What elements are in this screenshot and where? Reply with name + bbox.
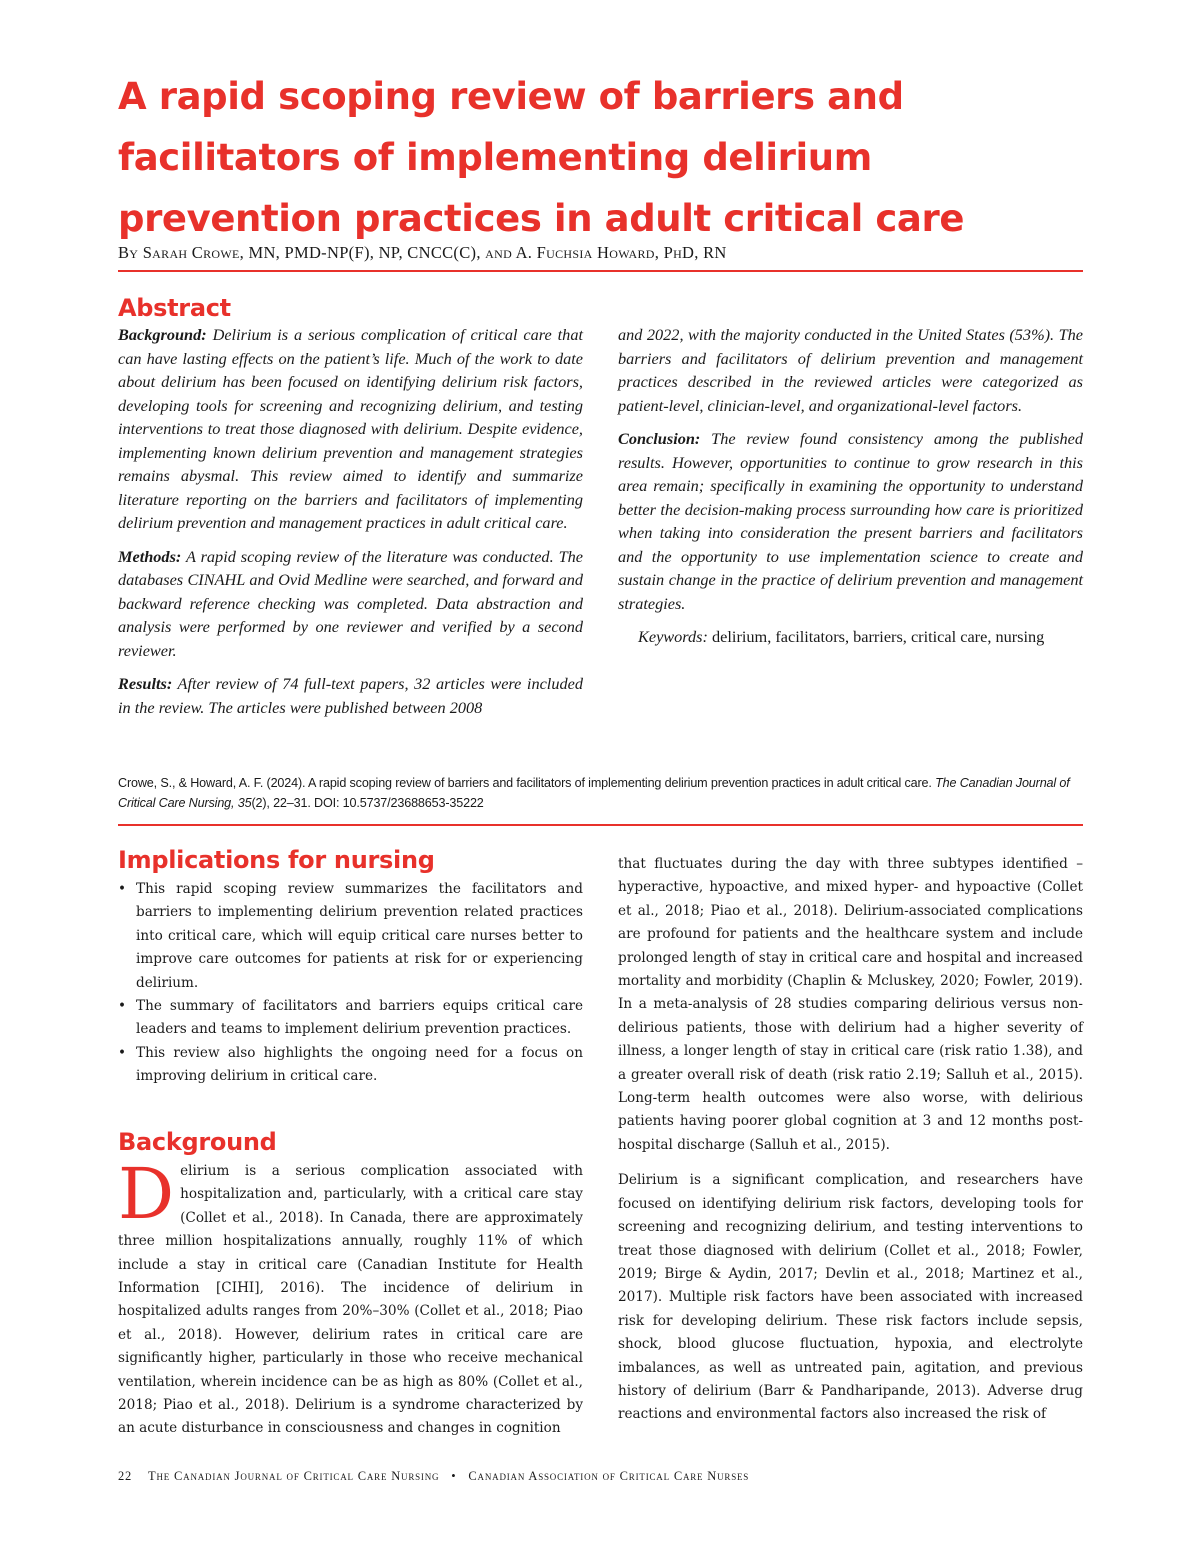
list-item xyxy=(118,995,583,1042)
implication-text: This review also highlights the ongoing need for a focus on improving delirium in critical care. xyxy=(136,1044,583,1085)
bullet-icon: • xyxy=(118,998,127,1015)
footer-association: Canadian Association of Critical Care Nurses xyxy=(468,1469,750,1483)
page-number: 22 xyxy=(118,1469,133,1483)
footer-separator: • xyxy=(451,1469,457,1483)
bullet-icon: • xyxy=(118,881,127,897)
keywords-label: Keywords: xyxy=(638,627,708,646)
page-footer xyxy=(118,1469,1083,1484)
background-paragraph-1-continued: that fluctuates during the day with three subtypes identified – hyperactive, hypoactive, and mixed hyper- and hypoactive (Collet et al., 2018; Piao et al., 2018). Delirium-associated complications are profound for patients and the healthcare system and include prolonged length of stay in critical care and hospital and increased mortality and morbidity (Chaplin & Mcluskey, 2020; Fowler, 2019). In a meta-analysis of 28 studies comparing delirious versus non-delirious patients, those with delirium had a higher severity of illness, a longer length of stay in critical care (risk ratio 1.38), and a greater overall risk of death (risk ratio 2.19; Salluh et al., 2015). Long-term health outcomes were also worse, with delirious patients having poorer global cognition at 3 and 12 months post-hospital discharge (Salluh et al., 2015). xyxy=(618,856,1083,1153)
citation-journal: The Canadian Journal of Critical Care Nursing, 35 xyxy=(118,776,1070,810)
implication-text: This rapid scoping review summarizes the facilitators and barriers to implementing delirium prevention related practices into critical care, which will equip critical care nurses better to improve care outcomes for patients at risk for or experiencing delirium. xyxy=(136,881,583,991)
abstract-background-label: Background: xyxy=(118,325,207,344)
background-right-column xyxy=(618,853,1083,1439)
abstract-conclusion-label: Conclusion: xyxy=(618,429,701,448)
header-divider xyxy=(118,270,1083,272)
article-title: A rapid scoping review of barriers and facilitators of implementing delirium prevention practices in adult critical care xyxy=(118,75,965,240)
citation-divider xyxy=(118,824,1083,826)
drop-cap: D xyxy=(118,1153,175,1235)
abstract-methods-text: A rapid scoping review of the literature was conducted. The databases CINAHL and Ovid Medline were searched, and forward and backward reference checking was completed. Data abstraction and analysis were performed by one reviewer and verified by a second reviewer. xyxy=(118,546,583,660)
list-item xyxy=(118,878,583,995)
abstract-results-continued: and 2022, with the majority conducted in the United States (53%). The barriers and facilitators of delirium prevention and management practices described in the reviewed articles were categorized as patient-level, clinician-level, and organizational-level factors. xyxy=(618,325,1083,415)
citation xyxy=(118,773,1080,813)
abstract-conclusion-text: The review found consistency among the published results. However, opportunities to continue to grow research in this area remain; specifically in examining the opportunity to understand better the decision-making process surrounding how care is prioritized when taking into consideration the present barriers and facilitators and the opportunity to use implementation science to create and sustain change in the practice of delirium prevention and management strategies. xyxy=(618,429,1083,613)
implication-text: The summary of facilitators and barriers equips critical care leaders and teams to implement delirium prevention practices. xyxy=(136,998,583,1038)
citation-issue: (2), 22–31. DOI: 10.5737/23688653-35222 xyxy=(251,796,484,810)
abstract-heading: Abstract xyxy=(118,294,231,322)
abstract-keywords xyxy=(618,625,1083,649)
background-paragraph-1: elirium is a serious complication associated with hospitalization and, particularly, with a critical care stay (Collet et al., 2018). In Canada, there are approximately three million hospitalizations annually, roughly 11% of which include a stay in critical care (Canadian Institute for Health Information [CIHI], 2016). The incidence of delirium in hospitalized adults ranges from 20%–30% (Collet et al., 2018; Piao et al., 2018). However, delirium rates in critical care are significantly higher, particularly in those who receive mechanical ventilation, wherein incidence can be as high as 80% (Collet et al., 2018; Piao et al., 2018). Delirium is a syndrome characterized by an acute disturbance in consciousness and changes in cognition xyxy=(118,1163,583,1437)
background-paragraph-2: Delirium is a significant complication, and researchers have focused on identifying delirium risk factors, developing tools for screening and recognizing delirium, and testing interventions to treat those diagnosed with delirium (Collet et al., 2018; Fowler, 2019; Birge & Aydin, 2017; Devlin et al., 2018; Martinez et al., 2017). Multiple risk factors have been associated with increased risk for developing delirium. These risk factors include sepsis, shock, blood glucose fluctuation, hypoxia, and electrolyte imbalances, as well as untreated pain, agitation, and previous history of delirium (Barr & Pandharipande, 2013). Adverse drug reactions and environmental factors also increased the risk of xyxy=(618,1172,1083,1423)
abstract-results xyxy=(118,672,583,719)
abstract-right-column xyxy=(618,323,1083,659)
abstract-methods-label: Methods: xyxy=(118,546,182,566)
abstract-results-label: Results: xyxy=(118,674,173,693)
implications-list xyxy=(118,878,583,1089)
abstract-background-text: Delirium is a serious complication of critical care that can have lasting effects on the patient’s life. Much of the work to date about delirium has been focused on identifying delirium risk factors, developing tools for screening and recognizing delirium, and testing interventions to treat those diagnosed with delirium. Despite evidence, implementing known delirium prevention and management strategies remains abysmal. This review aimed to identify and summarize literature reporting on the barriers and facilitators of implementing delirium prevention and management practices in adult critical care. xyxy=(118,325,583,532)
abstract-left-column xyxy=(118,323,583,729)
implications-heading: Implications for nursing xyxy=(118,846,435,874)
abstract-results-text: After review of 74 full-text papers, 32 articles were included in the review. The articles were published between 2008 xyxy=(118,674,583,717)
background-left-column xyxy=(118,1153,583,1441)
abstract-conclusion xyxy=(618,427,1083,615)
bullet-icon: • xyxy=(118,1044,127,1061)
abstract-background xyxy=(118,323,583,535)
citation-text: Crowe, S., & Howard, A. F. (2024). A rapid scoping review of barriers and facilitators of implementing delirium prevention practices in adult critical care. xyxy=(118,776,932,790)
keywords-text: delirium, facilitators, barriers, critical care, nursing xyxy=(712,627,1045,646)
list-item xyxy=(118,1042,583,1089)
abstract-methods xyxy=(118,545,583,663)
author-byline: By Sarah Crowe, MN, PMD-NP(F), NP, CNCC(C), and A. Fuchsia Howard, PhD, RN xyxy=(118,243,727,262)
footer-journal: The Canadian Journal of Critical Care Nursing xyxy=(148,1469,440,1483)
background-heading: Background xyxy=(118,1128,277,1156)
